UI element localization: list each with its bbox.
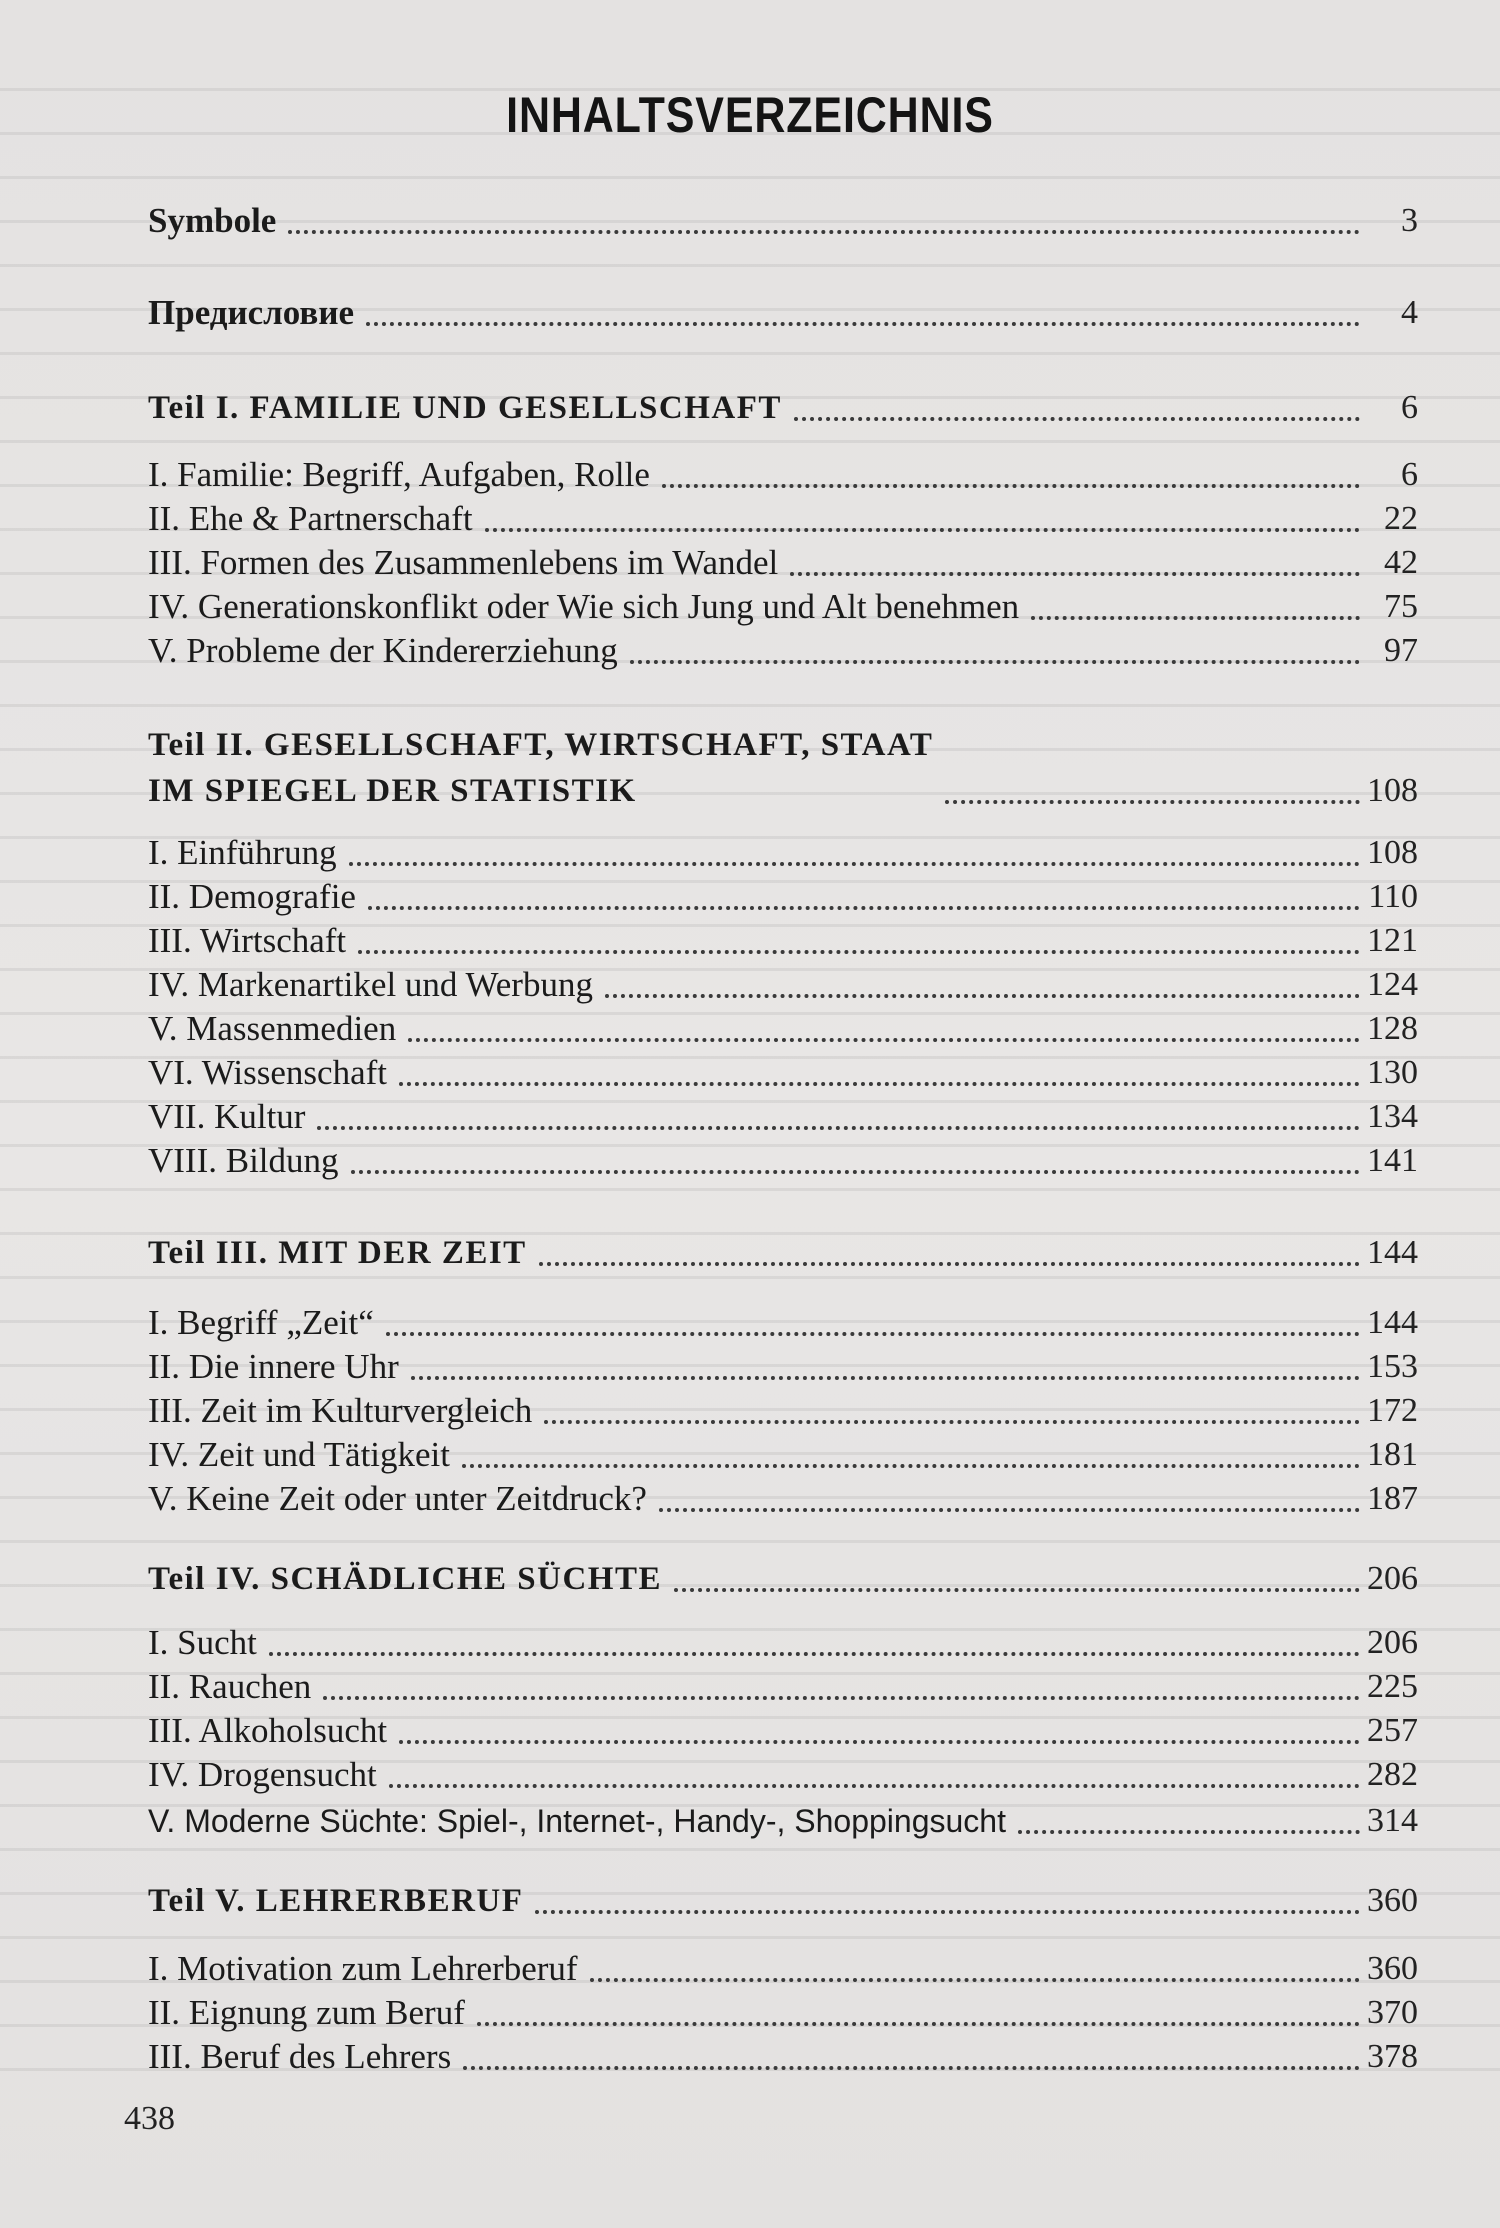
toc-entry <box>148 1752 1418 1798</box>
toc-page-number: 187 <box>1367 1480 1418 1517</box>
toc-entry <box>148 1798 1418 1844</box>
toc-label: I. Familie: Begriff, Aufgaben, Rolle <box>148 455 650 494</box>
toc-label: V. Keine Zeit oder unter Zeitdruck? <box>148 1479 647 1518</box>
dot-leader <box>539 1262 1360 1266</box>
dot-leader <box>269 1652 1360 1656</box>
toc-entry <box>148 496 1418 542</box>
toc-label: III. Wirtschaft <box>148 921 347 960</box>
dot-leader <box>351 1170 1360 1174</box>
toc-page-number: 206 <box>1367 1624 1418 1661</box>
toc-entry <box>148 1620 1418 1666</box>
toc-label: V. Massenmedien <box>148 1009 397 1048</box>
toc-page-number: 108 <box>1367 834 1418 871</box>
toc-page-number: 181 <box>1367 1436 1418 1473</box>
dot-leader <box>630 660 1360 664</box>
dot-leader <box>463 2066 1360 2070</box>
dot-leader <box>462 1464 1360 1468</box>
toc-entry <box>148 1300 1418 1346</box>
toc-label: Symbole <box>148 201 277 240</box>
toc-part-2 <box>148 722 1418 814</box>
toc-part-5 <box>148 1878 1418 1924</box>
toc-label: Teil III. MIT DER ZEIT <box>148 1235 527 1271</box>
dot-leader <box>674 1588 1360 1592</box>
toc-page-number: 97 <box>1384 632 1418 669</box>
toc-page-number: 314 <box>1367 1802 1418 1839</box>
toc-label: Teil IV. SCHÄDLICHE SÜCHTE <box>148 1561 662 1597</box>
dot-leader <box>535 1910 1360 1914</box>
toc-entry <box>148 2034 1418 2080</box>
toc-page-number: 22 <box>1384 500 1418 537</box>
dot-leader <box>662 484 1360 488</box>
toc-page-number: 282 <box>1367 1756 1418 1793</box>
dot-leader <box>389 1784 1360 1788</box>
toc-entry <box>148 1050 1418 1096</box>
toc-part-3 <box>148 1230 1418 1276</box>
dot-leader <box>368 906 1360 910</box>
dot-leader <box>794 417 1360 421</box>
toc-label: IV. Generationskonflikt oder Wie sich Jung und Alt benehmen <box>148 587 1020 626</box>
page-title: INHALTSVERZEICHNIS <box>506 87 994 143</box>
toc-page-number: 6 <box>1401 456 1418 493</box>
toc-entry <box>148 1990 1418 2036</box>
toc-label-line-1: Teil II. GESELLSCHAFT, WIRTSCHAFT, STAAT <box>148 727 934 763</box>
toc-entry <box>148 1138 1418 1184</box>
toc-entry <box>148 1432 1418 1478</box>
dot-leader <box>605 994 1360 998</box>
toc-part-1 <box>148 385 1418 431</box>
toc-page-number: 108 <box>1367 772 1418 809</box>
toc-entry <box>148 584 1418 630</box>
toc-page-number: 3 <box>1401 202 1418 239</box>
toc-entry <box>148 918 1418 964</box>
toc-page-number: 360 <box>1367 1882 1418 1919</box>
toc-label-line-2: IM SPIEGEL DER STATISTIK <box>148 773 637 809</box>
toc-page-number: 378 <box>1367 2038 1418 2075</box>
dot-leader <box>349 862 1360 866</box>
toc-label: VII. Kultur <box>148 1097 306 1136</box>
toc-page-number: 144 <box>1367 1304 1418 1341</box>
toc-label: VIII. Bildung <box>148 1141 339 1180</box>
toc-entry <box>148 830 1418 876</box>
dot-leader <box>485 528 1360 532</box>
dot-leader <box>1018 1830 1360 1834</box>
toc-page-number: 225 <box>1367 1668 1418 1705</box>
toc-label: Teil I. FAMILIE UND GESELLSCHAFT <box>148 390 782 426</box>
toc-label <box>148 722 945 814</box>
toc-entry <box>148 1946 1418 1992</box>
page-number: 438 <box>124 2100 175 2137</box>
toc-label: I. Einführung <box>148 833 337 872</box>
toc-page-number: 124 <box>1367 966 1418 1003</box>
dot-leader <box>358 950 1360 954</box>
toc-page-number: 257 <box>1367 1712 1418 1749</box>
toc-page-number: 144 <box>1367 1234 1418 1271</box>
dot-leader <box>317 1126 1360 1130</box>
dot-leader <box>590 1978 1360 1982</box>
toc-page-number: 134 <box>1367 1098 1418 1135</box>
dot-leader <box>544 1420 1360 1424</box>
toc-label: II. Ehe & Partnerschaft <box>148 499 473 538</box>
toc-label: Teil V. LEHRERBERUF <box>148 1883 524 1919</box>
toc-entry <box>148 540 1418 586</box>
toc-entry-symbole <box>148 198 1418 244</box>
toc-label: IV. Zeit und Tätigkeit <box>148 1435 450 1474</box>
toc-label: I. Motivation zum Lehrerberuf <box>148 1949 578 1988</box>
dot-leader <box>411 1376 1360 1380</box>
dot-leader <box>399 1740 1360 1744</box>
dot-leader <box>659 1508 1360 1512</box>
dot-leader <box>366 322 1360 326</box>
toc-page-number: 4 <box>1401 294 1418 331</box>
toc-entry <box>148 1388 1418 1434</box>
toc-label: V. Probleme der Kindererziehung <box>148 631 618 670</box>
toc-label: III. Beruf des Lehrers <box>148 2037 452 2076</box>
toc-entry <box>148 1476 1418 1522</box>
toc-page-number: 6 <box>1401 389 1418 426</box>
toc-label: II. Demografie <box>148 877 356 916</box>
toc-entry <box>148 1006 1418 1052</box>
toc-label: III. Zeit im Kulturvergleich <box>148 1391 533 1430</box>
toc-entry <box>148 452 1418 498</box>
toc-entry <box>148 628 1418 674</box>
toc-page-number: 130 <box>1367 1054 1418 1091</box>
dot-leader <box>945 800 1360 804</box>
dot-leader <box>323 1696 1360 1700</box>
toc-label: VI. Wissenschaft <box>148 1053 388 1092</box>
toc-label: I. Sucht <box>148 1623 257 1662</box>
toc-label: Предисловие <box>148 293 355 332</box>
toc-page-number: 370 <box>1367 1994 1418 2031</box>
dot-leader <box>399 1082 1360 1086</box>
toc-page-number: 360 <box>1367 1950 1418 1987</box>
toc-entry-preface <box>148 290 1418 336</box>
toc-page-number: 75 <box>1384 588 1418 625</box>
toc-entry <box>148 1664 1418 1710</box>
toc-page-number: 42 <box>1384 544 1418 581</box>
toc-label: II. Eignung zum Beruf <box>148 1993 465 2032</box>
dot-leader <box>1031 616 1360 620</box>
toc-page-number: 110 <box>1368 878 1418 915</box>
toc-label: I. Begriff „Zeit“ <box>148 1303 374 1342</box>
toc-label: II. Die innere Uhr <box>148 1347 399 1386</box>
toc-page-number: 141 <box>1367 1142 1418 1179</box>
toc-label: II. Rauchen <box>148 1667 312 1706</box>
toc-label: III. Formen des Zusammenlebens im Wandel <box>148 543 779 582</box>
toc-page-number: 128 <box>1367 1010 1418 1047</box>
dot-leader <box>386 1332 1360 1336</box>
toc-entry <box>148 1094 1418 1140</box>
toc-label: III. Alkoholsucht <box>148 1711 388 1750</box>
dot-leader <box>408 1038 1360 1042</box>
toc-page-number: 153 <box>1367 1348 1418 1385</box>
toc-label: IV. Drogensucht <box>148 1755 377 1794</box>
toc-page-number: 172 <box>1367 1392 1418 1429</box>
dot-leader <box>790 572 1360 576</box>
toc-part-4 <box>148 1556 1418 1602</box>
toc-page-number: 121 <box>1367 922 1418 959</box>
toc-page-number: 206 <box>1367 1560 1418 1597</box>
dot-leader <box>288 230 1360 234</box>
toc-label: V. Moderne Süchte: Spiel-, Internet-, Handy-, Shoppingsucht <box>148 1803 1006 1839</box>
toc-entry <box>148 1708 1418 1754</box>
toc-label: IV. Markenartikel und Werbung <box>148 965 593 1004</box>
toc-entry <box>148 874 1418 920</box>
toc-entry <box>148 1344 1418 1390</box>
toc-entry <box>148 962 1418 1008</box>
dot-leader <box>477 2022 1360 2026</box>
